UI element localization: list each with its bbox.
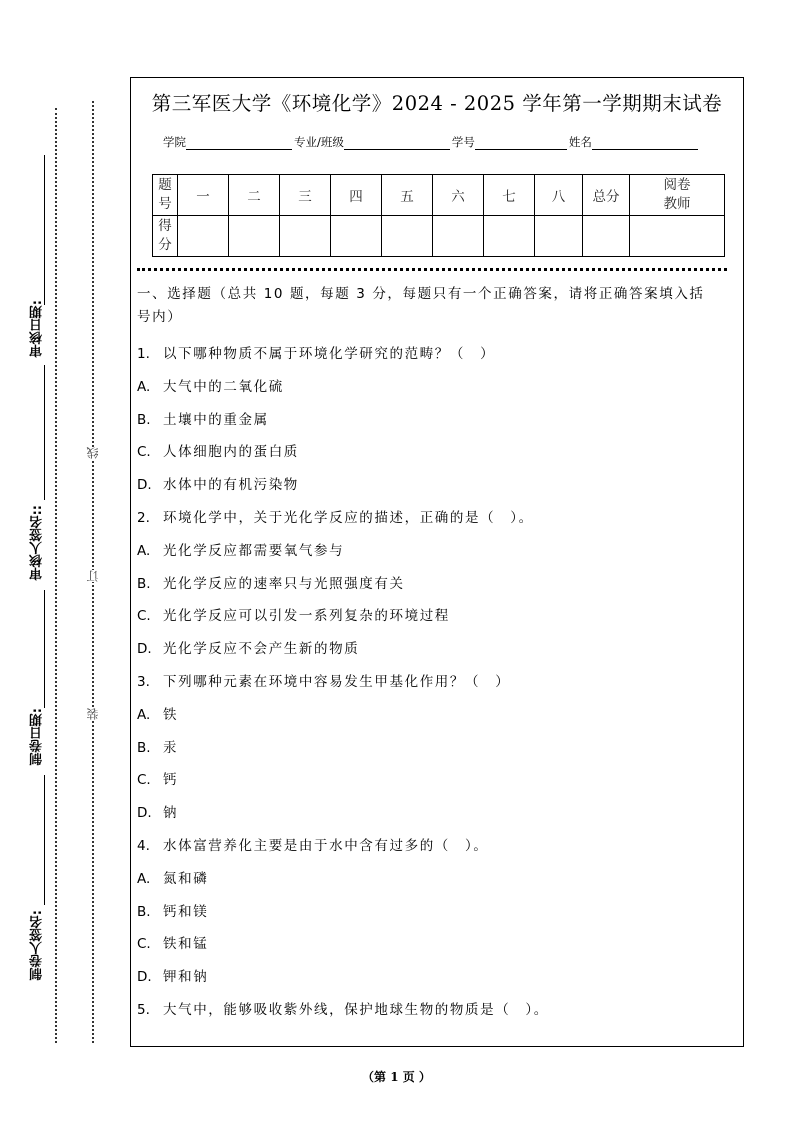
score-header: 得 分 <box>153 216 178 257</box>
exam-title: 第三军医大学《环境化学》2024 - 2025 学年第一学期期末试卷 <box>151 92 723 115</box>
exam-page-frame <box>130 77 744 1047</box>
question-1: 1. 以下哪种物质不属于环境化学研究的范畴？（ ） <box>137 346 496 362</box>
reviewer-signature-label: 审核人签名:: <box>30 505 45 581</box>
author-signature-label: 制卷人签名: <box>30 910 45 981</box>
option: B. 钙和镁 <box>137 903 209 920</box>
score-cell[interactable] <box>229 216 280 257</box>
option: D. 钠 <box>137 805 179 822</box>
option: D. 钾和钠 <box>137 969 209 986</box>
score-row <box>153 216 725 257</box>
major-class-label: 专业/班级 <box>294 135 344 149</box>
option: A. 氮和磷 <box>137 870 209 887</box>
option: C. 铁和锰 <box>137 936 209 953</box>
column-header: 六 <box>433 175 484 216</box>
column-header: 一 <box>178 175 229 216</box>
dotted-separator <box>137 268 727 271</box>
section-title: 一、选择题（总共 10 题，每题 3 分，每题只有一个正确答案，请将正确答案填入括 号内） <box>137 286 705 325</box>
question-3: 3. 下列哪种元素在环境中容易发生甲基化作用？（ ） <box>137 673 511 690</box>
paper-date-label: 制卷日期: <box>30 708 45 766</box>
college-label: 学院 <box>163 135 186 149</box>
question-number-row <box>153 175 725 216</box>
column-header: 四 <box>331 175 382 216</box>
column-header: 五 <box>382 175 433 216</box>
name-label: 姓名 <box>568 135 592 149</box>
option: C. 光化学反应可以引发一系列复杂的环境过程 <box>137 608 450 625</box>
option: B. 光化学反应的速率只与光照强度有关 <box>137 575 405 592</box>
column-header: 八 <box>535 175 583 216</box>
score-cell[interactable] <box>382 216 433 257</box>
option: B. 汞 <box>137 739 179 756</box>
option: C. 人体细胞内的蛋白质 <box>137 444 299 461</box>
score-cell[interactable] <box>535 216 583 257</box>
cut-line-inner <box>55 108 57 1043</box>
score-cell[interactable] <box>178 216 229 257</box>
question-5: 5. 大气中，能够吸收紫外线，保护地球生物的物质是（ ）。 <box>137 1001 549 1018</box>
student-info-row <box>163 134 700 150</box>
score-cell[interactable] <box>331 216 382 257</box>
option: D. 光化学反应不会产生新的物质 <box>137 641 360 658</box>
bind-char-zhuang: 装 <box>86 708 100 720</box>
score-cell[interactable] <box>484 216 535 257</box>
reviewer-signature-line <box>44 365 45 500</box>
total-score-cell[interactable] <box>583 216 630 257</box>
score-cell[interactable] <box>433 216 484 257</box>
bind-char-xian: 线 <box>86 447 100 459</box>
option: D. 水体中的有机污染物 <box>137 477 299 494</box>
column-header: 三 <box>280 175 331 216</box>
option: B. 土壤中的重金属 <box>137 411 269 428</box>
score-cell[interactable] <box>280 216 331 257</box>
name-field[interactable] <box>592 136 698 150</box>
review-date-label: 审核日期: <box>30 300 45 358</box>
bind-char-ding: 订 <box>86 570 100 582</box>
college-field[interactable] <box>186 136 292 150</box>
question-4: 4. 水体富营养化主要是由于水中含有过多的（ ）。 <box>137 837 489 854</box>
exam-content <box>137 283 737 1027</box>
page-number: （第 1 页 ） <box>362 1070 431 1084</box>
grader-cell[interactable] <box>630 216 725 257</box>
column-header: 二 <box>229 175 280 216</box>
author-signature-line <box>44 775 45 905</box>
grader-header: 阅卷 教师 <box>630 175 725 216</box>
student-id-label: 学号 <box>451 135 475 149</box>
review-date-line <box>44 155 45 305</box>
score-table <box>152 174 725 257</box>
option: A. 铁 <box>137 706 179 723</box>
option: A. 光化学反应都需要氧气参与 <box>137 542 345 559</box>
option: C. 钙 <box>137 772 179 789</box>
option: A. 大气中的二氧化硫 <box>137 378 284 395</box>
question-number-header: 题 号 <box>153 175 178 216</box>
student-id-field[interactable] <box>475 136 567 150</box>
column-header: 七 <box>484 175 535 216</box>
total-score-header: 总分 <box>583 175 630 216</box>
question-2: 2. 环境化学中，关于光化学反应的描述，正确的是（ ）。 <box>137 509 534 526</box>
paper-date-line <box>44 590 45 708</box>
major-class-field[interactable] <box>344 136 450 150</box>
